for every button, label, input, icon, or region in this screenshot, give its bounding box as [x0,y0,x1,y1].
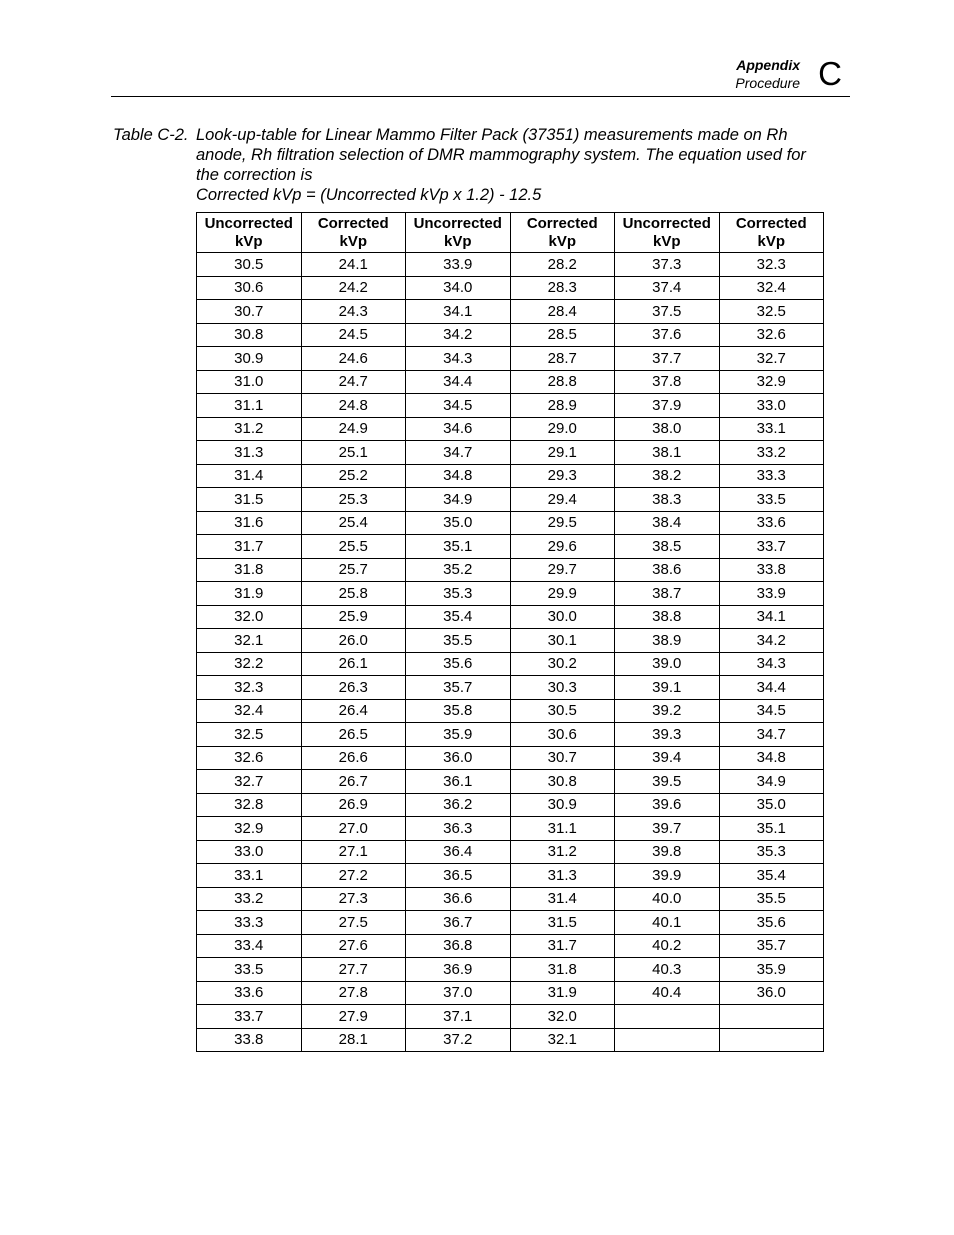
table-row [197,629,824,653]
table-cell: 33.0 [197,840,302,864]
table-row [197,511,824,535]
table-cell: 35.2 [406,558,511,582]
table-cell: 30.8 [197,323,302,347]
table-cell: 30.0 [510,605,615,629]
table-cell: 33.6 [197,981,302,1005]
column-header-line: Corrected [317,214,389,232]
table-cell [719,1028,824,1052]
table-cell: 36.1 [406,770,511,794]
table-cell: 34.1 [406,300,511,324]
table-cell: 34.2 [406,323,511,347]
table-cell: 31.0 [197,370,302,394]
table-cell: 36.3 [406,817,511,841]
table-cell: 26.7 [301,770,406,794]
table-cell: 33.4 [197,934,302,958]
table-row [197,911,824,935]
table-row [197,558,824,582]
table-cell: 33.7 [719,535,824,559]
table-cell [615,1005,720,1029]
table-cell: 28.2 [510,253,615,277]
table-cell: 30.5 [510,699,615,723]
table-cell: 37.0 [406,981,511,1005]
table-cell: 26.3 [301,676,406,700]
table-cell: 32.9 [197,817,302,841]
table-row [197,840,824,864]
table-cell: 37.4 [615,276,720,300]
table-cell: 31.1 [510,817,615,841]
table-cell: 34.3 [719,652,824,676]
table-cell: 27.3 [301,887,406,911]
table-cell: 31.8 [197,558,302,582]
table-cell: 33.3 [197,911,302,935]
table-cell: 32.8 [197,793,302,817]
table-cell: 30.3 [510,676,615,700]
table-row [197,441,824,465]
table-row [197,817,824,841]
column-header [510,213,615,253]
table-cell: 36.8 [406,934,511,958]
table-cell: 39.9 [615,864,720,888]
table-row [197,323,824,347]
table-cell: 40.0 [615,887,720,911]
table-cell: 25.3 [301,488,406,512]
table-cell: 39.6 [615,793,720,817]
table-row [197,793,824,817]
table-cell: 35.3 [406,582,511,606]
table-cell: 31.4 [510,887,615,911]
table-cell: 34.6 [406,417,511,441]
table-cell: 32.6 [197,746,302,770]
table-cell: 33.3 [719,464,824,488]
table-cell: 29.7 [510,558,615,582]
table-cell: 29.4 [510,488,615,512]
table-cell: 37.7 [615,347,720,371]
table-cell: 25.1 [301,441,406,465]
table-cell: 38.5 [615,535,720,559]
table-cell: 33.6 [719,511,824,535]
table-cell: 39.8 [615,840,720,864]
table-row [197,464,824,488]
table-cell: 34.9 [406,488,511,512]
table-cell: 33.7 [197,1005,302,1029]
table-cell: 24.3 [301,300,406,324]
table-cell: 30.9 [510,793,615,817]
table-cell: 32.4 [197,699,302,723]
table-cell: 26.6 [301,746,406,770]
table-cell: 39.4 [615,746,720,770]
table-cell: 28.3 [510,276,615,300]
caption-equation: Corrected kVp = (Uncorrected kVp x 1.2) - 12.5 [196,186,542,204]
table-cell: 30.9 [197,347,302,371]
column-header-line: Uncorrected [622,214,711,232]
table-row [197,699,824,723]
caption-body [196,125,853,205]
table-row [197,770,824,794]
table-cell: 27.8 [301,981,406,1005]
table-cell: 34.8 [719,746,824,770]
table-row [197,300,824,324]
table-cell: 36.4 [406,840,511,864]
table-cell: 36.0 [719,981,824,1005]
table-cell: 32.7 [719,347,824,371]
table-cell: 29.3 [510,464,615,488]
table-cell: 32.4 [719,276,824,300]
table-cell: 37.5 [615,300,720,324]
table-cell: 25.8 [301,582,406,606]
table-cell: 34.1 [719,605,824,629]
table-cell: 32.2 [197,652,302,676]
table-cell: 28.4 [510,300,615,324]
table-cell: 28.1 [301,1028,406,1052]
caption-line: the correction is [196,166,313,184]
table-cell: 34.7 [719,723,824,747]
table-row [197,370,824,394]
table-cell: 24.7 [301,370,406,394]
table-cell: 35.9 [406,723,511,747]
table-cell: 35.0 [406,511,511,535]
table-cell: 27.6 [301,934,406,958]
header-section: Appendix [736,57,800,73]
table-cell: 24.2 [301,276,406,300]
table-cell: 34.0 [406,276,511,300]
caption-line: Look-up-table for Linear Mammo Filter Pack (37351) measurements made on Rh [196,126,788,144]
table-cell: 38.6 [615,558,720,582]
table-cell: 32.1 [510,1028,615,1052]
table-cell: 34.2 [719,629,824,653]
table-cell: 33.8 [719,558,824,582]
table-row [197,276,824,300]
table-caption [113,125,853,205]
column-header-line: kVp [652,232,681,250]
table-cell: 25.4 [301,511,406,535]
column-header [197,213,302,253]
table-cell: 38.2 [615,464,720,488]
header-subsection: Procedure [735,75,800,91]
table-cell: 25.5 [301,535,406,559]
table-cell: 28.9 [510,394,615,418]
table-row [197,652,824,676]
table-cell: 26.1 [301,652,406,676]
table-header-row [197,213,824,253]
table-cell: 36.5 [406,864,511,888]
table-cell: 24.8 [301,394,406,418]
table-cell: 39.2 [615,699,720,723]
table-cell: 30.7 [197,300,302,324]
table-cell: 28.8 [510,370,615,394]
table-cell: 32.9 [719,370,824,394]
table-body [197,253,824,1052]
table-cell: 33.0 [719,394,824,418]
table-cell: 39.5 [615,770,720,794]
table-row [197,1005,824,1029]
table-cell: 29.5 [510,511,615,535]
table-cell: 32.0 [197,605,302,629]
table-cell: 34.8 [406,464,511,488]
table-cell: 28.7 [510,347,615,371]
table-cell: 31.5 [197,488,302,512]
table-cell: 33.8 [197,1028,302,1052]
table-cell: 38.4 [615,511,720,535]
table-cell: 35.8 [406,699,511,723]
table-cell: 30.6 [510,723,615,747]
table-cell: 30.1 [510,629,615,653]
column-header-line: Corrected [735,214,807,232]
table-cell: 38.9 [615,629,720,653]
table-cell: 35.3 [719,840,824,864]
table-cell: 27.0 [301,817,406,841]
table-cell: 35.4 [719,864,824,888]
table-cell: 30.7 [510,746,615,770]
table-cell: 31.3 [510,864,615,888]
table-cell: 24.9 [301,417,406,441]
table-cell: 38.3 [615,488,720,512]
table-cell: 39.1 [615,676,720,700]
appendix-letter: C [818,55,842,92]
table-cell: 33.1 [719,417,824,441]
table-row [197,746,824,770]
table-cell: 33.9 [719,582,824,606]
column-header-line: kVp [548,232,576,250]
table-cell: 30.2 [510,652,615,676]
kvp-lookup-table [196,212,824,1052]
table-row [197,723,824,747]
column-header-line: Uncorrected [204,214,293,232]
table-cell: 29.0 [510,417,615,441]
table-cell: 36.6 [406,887,511,911]
header-titles [735,56,800,92]
table-cell: 36.7 [406,911,511,935]
table-cell: 32.3 [719,253,824,277]
table-cell: 35.6 [406,652,511,676]
table-cell: 34.9 [719,770,824,794]
table-cell: 31.7 [510,934,615,958]
column-header [615,213,720,253]
table-cell: 35.7 [406,676,511,700]
table-row [197,934,824,958]
table-cell: 39.0 [615,652,720,676]
table-cell: 32.3 [197,676,302,700]
table-cell: 35.4 [406,605,511,629]
table-cell: 37.1 [406,1005,511,1029]
table-row [197,676,824,700]
table-cell: 40.3 [615,958,720,982]
table-cell: 34.3 [406,347,511,371]
table-row [197,981,824,1005]
table-cell: 36.9 [406,958,511,982]
column-header-line: Corrected [526,214,598,232]
table-cell: 32.1 [197,629,302,653]
table-cell: 31.2 [510,840,615,864]
table-cell: 29.6 [510,535,615,559]
table-cell: 37.8 [615,370,720,394]
table-cell: 31.9 [197,582,302,606]
table-cell: 37.6 [615,323,720,347]
column-header [719,213,824,253]
table-cell: 32.6 [719,323,824,347]
table-cell: 33.5 [197,958,302,982]
table-cell: 29.9 [510,582,615,606]
table-cell: 38.7 [615,582,720,606]
table-cell: 24.1 [301,253,406,277]
table-cell: 26.9 [301,793,406,817]
table-cell: 37.2 [406,1028,511,1052]
table-cell: 31.5 [510,911,615,935]
table-cell: 32.0 [510,1005,615,1029]
table-cell: 32.5 [197,723,302,747]
table-cell: 27.5 [301,911,406,935]
table-cell: 31.6 [197,511,302,535]
column-header-line: kVp [234,232,263,250]
table-cell: 25.9 [301,605,406,629]
table-cell: 33.2 [197,887,302,911]
table-cell: 34.4 [719,676,824,700]
table-cell: 39.3 [615,723,720,747]
table-cell: 27.2 [301,864,406,888]
table-cell: 33.1 [197,864,302,888]
table-cell [719,1005,824,1029]
table-cell: 31.1 [197,394,302,418]
table-cell: 35.5 [719,887,824,911]
column-header [301,213,406,253]
table-cell: 34.5 [719,699,824,723]
table-cell: 40.1 [615,911,720,935]
table-cell: 30.8 [510,770,615,794]
table-row [197,347,824,371]
table-row [197,488,824,512]
table-cell: 32.5 [719,300,824,324]
table-row [197,394,824,418]
table-cell: 30.5 [197,253,302,277]
table-row [197,864,824,888]
table-cell: 31.4 [197,464,302,488]
table-cell: 37.9 [615,394,720,418]
table-cell: 24.5 [301,323,406,347]
table-row [197,605,824,629]
column-header-line: kVp [443,232,472,250]
table-row [197,417,824,441]
column-header [406,213,511,253]
table-cell: 31.8 [510,958,615,982]
table-cell: 32.7 [197,770,302,794]
column-header-line: Uncorrected [413,214,502,232]
table-cell: 33.9 [406,253,511,277]
table-cell: 34.4 [406,370,511,394]
table-cell: 36.2 [406,793,511,817]
table-row [197,253,824,277]
table-cell [615,1028,720,1052]
table-cell: 35.6 [719,911,824,935]
table-cell: 27.7 [301,958,406,982]
table-row [197,535,824,559]
table-cell: 38.8 [615,605,720,629]
table-cell: 24.6 [301,347,406,371]
table-cell: 40.2 [615,934,720,958]
table-cell: 27.9 [301,1005,406,1029]
caption-label: Table C-2. [113,126,189,144]
table-cell: 25.7 [301,558,406,582]
table-row [197,582,824,606]
table-cell: 40.4 [615,981,720,1005]
table-cell: 29.1 [510,441,615,465]
table-cell: 37.3 [615,253,720,277]
table-cell: 30.6 [197,276,302,300]
table-cell: 35.1 [406,535,511,559]
table-cell: 35.0 [719,793,824,817]
table-row [197,887,824,911]
table-cell: 31.9 [510,981,615,1005]
table-cell: 35.9 [719,958,824,982]
table-cell: 34.5 [406,394,511,418]
column-header-line: kVp [339,232,367,250]
table-cell: 26.5 [301,723,406,747]
table-cell: 25.2 [301,464,406,488]
table-cell: 27.1 [301,840,406,864]
caption-line: anode, Rh filtration selection of DMR mammography system. The equation used for [196,146,806,164]
table-cell: 38.1 [615,441,720,465]
table-cell: 35.7 [719,934,824,958]
table-cell: 39.7 [615,817,720,841]
table-row [197,958,824,982]
table-cell: 31.3 [197,441,302,465]
table-cell: 31.7 [197,535,302,559]
table-cell: 35.5 [406,629,511,653]
table-cell: 38.0 [615,417,720,441]
table-cell: 33.2 [719,441,824,465]
page-header [111,56,850,97]
table-cell: 28.5 [510,323,615,347]
column-header-line: kVp [757,232,785,250]
table-cell: 34.7 [406,441,511,465]
table-row [197,1028,824,1052]
table-cell: 31.2 [197,417,302,441]
table-cell: 26.4 [301,699,406,723]
table-cell: 35.1 [719,817,824,841]
table-cell: 36.0 [406,746,511,770]
table-cell: 26.0 [301,629,406,653]
table-cell: 33.5 [719,488,824,512]
